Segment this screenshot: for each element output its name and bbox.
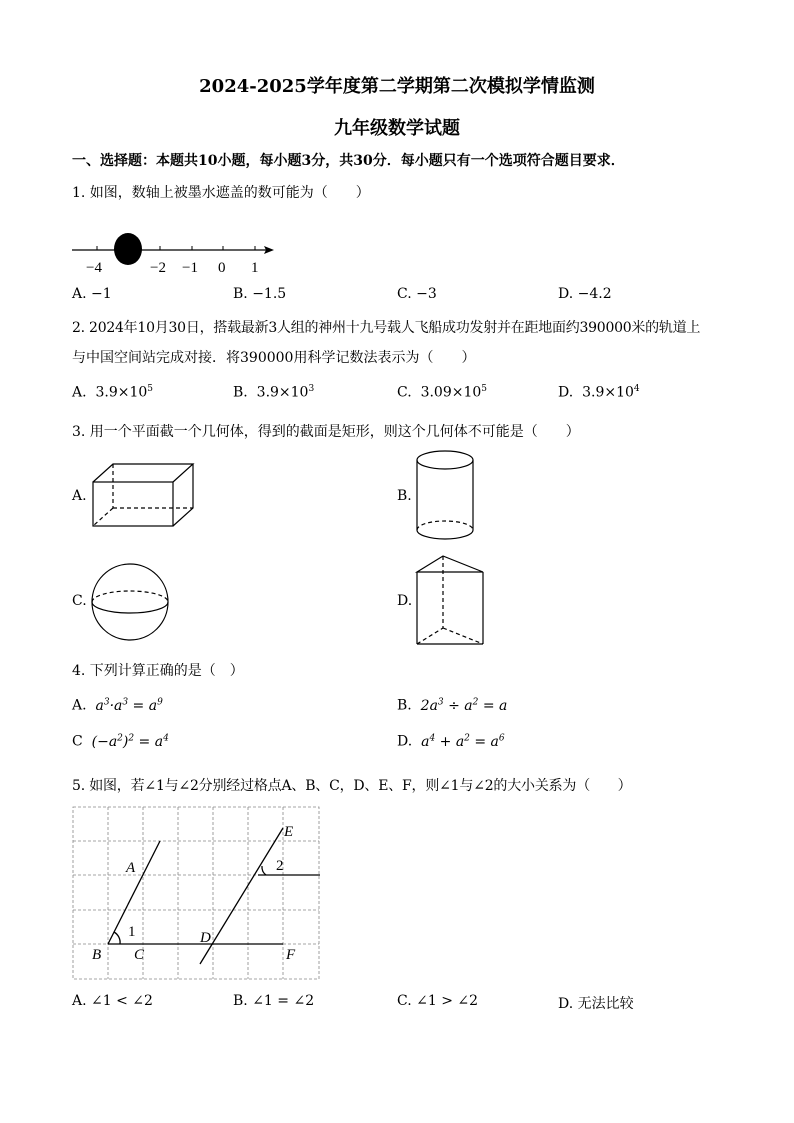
cuboid-figure[interactable] xyxy=(88,460,198,532)
q5-option-d[interactable]: D. 无法比较 xyxy=(558,996,634,1012)
q5-option-c[interactable]: C. ∠1 > ∠2 xyxy=(397,993,479,1009)
angle-label-2: 2 xyxy=(276,858,284,874)
q2-option-a[interactable]: A. $3.9\times 10^5$ xyxy=(72,384,154,401)
q3-option-a-label[interactable]: A. xyxy=(72,488,87,504)
question-2-stem-line1: 2. 2024年10月30日，搭载最新3人组的神州十九号载人飞船成功发射并在距地面约390000米的轨道上 xyxy=(72,320,701,336)
question-1-stem: 1. 如图，数轴上被墨水遮盖的数可能为（ ） xyxy=(72,185,370,201)
tick-label: −2 xyxy=(150,260,166,276)
question-4-stem: 4. 下列计算正确的是（ ） xyxy=(72,663,244,679)
page-subtitle: 九年级数学试题 xyxy=(334,118,460,139)
triangular-prism-figure[interactable] xyxy=(413,552,487,648)
q4-option-a[interactable]: A. $a^3\cdot a^3 = a^9$ xyxy=(72,697,163,714)
sphere-figure[interactable] xyxy=(88,562,174,644)
angle-1-arc xyxy=(114,932,120,944)
q1-option-a[interactable]: A. −1 xyxy=(72,286,112,302)
cylinder-figure[interactable] xyxy=(413,448,479,544)
q1-option-c[interactable]: C. −3 xyxy=(397,286,437,302)
page-title: 2024-2025学年度第二学期第二次模拟学情监测 xyxy=(199,76,595,97)
point-label-a: A xyxy=(126,860,136,876)
point-label-d: D xyxy=(200,930,211,946)
tick-label: 1 xyxy=(251,260,259,276)
question-2-stem-line2: 与中国空间站完成对接．将390000用科学记数法表示为（ ） xyxy=(72,350,476,366)
point-label-f: F xyxy=(286,947,296,963)
q4-option-d[interactable]: D. $a^4 + a^2 = a^6$ xyxy=(397,733,505,750)
grid-angle-figure xyxy=(70,804,324,982)
angle-label-1: 1 xyxy=(128,924,136,940)
q5-option-b[interactable]: B. ∠1 = ∠2 xyxy=(233,993,315,1009)
tick-label: 0 xyxy=(218,260,226,276)
q3-option-d-label[interactable]: D. xyxy=(397,593,413,609)
point-label-c: C xyxy=(134,947,145,963)
point-label-b: B xyxy=(92,947,102,963)
ink-blot xyxy=(114,233,142,265)
q3-option-c-label[interactable]: C. xyxy=(72,593,87,609)
angle-2-arc xyxy=(262,866,266,875)
q4-option-c[interactable]: C $(-a^2)^2 = a^4$ xyxy=(72,733,169,750)
question-5-stem: 5. 如图，若∠1与∠2分别经过格点A、B、C，D、E、F，则∠1与∠2的大小关系为（ ） xyxy=(72,778,632,794)
q4-option-b[interactable]: B. $2a^3 \div a^2 = a$ xyxy=(397,697,508,714)
q2-option-d[interactable]: D. $3.9\times 10^4$ xyxy=(558,384,640,401)
q5-option-a[interactable]: A. ∠1 < ∠2 xyxy=(72,993,153,1009)
number-line-figure xyxy=(68,232,283,278)
q2-option-c[interactable]: C. $3.09\times 10^5$ xyxy=(397,384,488,401)
q3-option-b-label[interactable]: B. xyxy=(397,488,412,504)
point-label-e: E xyxy=(284,824,294,840)
q1-option-d[interactable]: D. −4.2 xyxy=(558,286,612,302)
tick-label: −4 xyxy=(86,260,102,276)
q2-option-b[interactable]: B. $3.9\times 10^3$ xyxy=(233,384,315,401)
section-heading: 一、选择题：本题共10小题，每小题3分，共30分．每小题只有一个选项符合题目要求． xyxy=(72,153,625,169)
q1-option-b[interactable]: B. −1.5 xyxy=(233,286,287,302)
tick-label: −1 xyxy=(182,260,198,276)
question-3-stem: 3. 用一个平面截一个几何体，得到的截面是矩形，则这个几何体不可能是（ ） xyxy=(72,424,580,440)
